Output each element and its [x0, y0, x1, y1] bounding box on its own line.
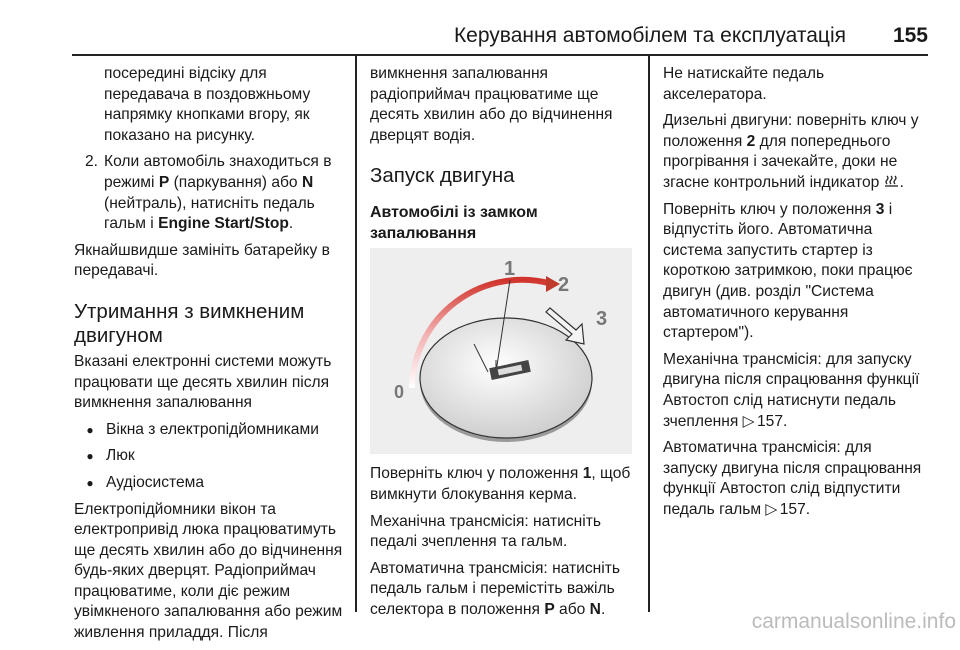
diesel-preheat-note: Дизельні двигуни: поверніть ключ у положення 2 для попереднього прогрівання і зачекайте, доки не згасне контрольний індикатор .: [663, 112, 919, 191]
position-label-2: 2: [558, 274, 570, 297]
autostop-manual-note: Механічна трансмісія: для запуску двигуна після спрацювання функції Автостоп слід натиснути педаль зчеплення ▷ 157.: [663, 350, 929, 432]
autostop-automatic-note: Автоматична трансмісія: для запуску двигуна після спрацювання функції Автостоп слід відпустити педаль гальм ▷ 157.: [663, 438, 929, 520]
continued-text: вимкнення запалювання радіоприймач працюватиме ще десять хвилин або до відчинення дверцят водія.: [370, 65, 613, 144]
position-label-3: 3: [596, 308, 608, 331]
battery-paragraph: Якнайшвидше замініть батарейку в передавачі.: [74, 241, 330, 280]
manual-transmission-note: Механічна трансмісія: натисніть педалі зчеплення та гальм.: [370, 512, 601, 551]
automatic-transmission-note: Автоматична трансмісія: натисніть педаль гальм і перемістіть важіль селектора в положення P або N.: [370, 559, 621, 618]
ignition-cylinder: [420, 318, 592, 438]
ignition-switch-figure: [370, 248, 632, 454]
page-reference-arrow-icon[interactable]: ▷: [765, 500, 778, 518]
page-reference-arrow-icon[interactable]: ▷: [742, 412, 755, 430]
step-number: 2.: [84, 153, 98, 171]
bullet-item: ● Аудіосистема: [74, 473, 344, 494]
header-rule: [72, 54, 928, 56]
section-heading-engine-start: Запуск двигуна: [370, 164, 515, 188]
column-3: [663, 64, 929, 526]
page-number: 155: [892, 24, 928, 47]
bullet-item: ● Люк: [74, 446, 344, 467]
page-header: [72, 24, 928, 56]
step-2-text: Коли автомобіль знаходиться в режимі P (паркування) або N (нейтраль), натисніть педаль гальм і Engine Start/Stop.: [104, 153, 332, 233]
glow-plug-indicator-icon: [884, 174, 900, 188]
column-1: [74, 64, 344, 650]
position-label-0: 0: [394, 382, 405, 403]
bullet-item: ● Вікна з електропідйомниками: [74, 420, 344, 441]
continued-text: посередині відсіку для передавача в поздовжньому напрямку кнопками вгору, як показано на рисунку.: [104, 65, 311, 144]
bullet-dot-icon: ●: [86, 449, 94, 464]
step-turn-key-1: Поверніть ключ у положення 1, щоб вимкнути блокування керма.: [370, 465, 631, 503]
section-heading-retained-power: Утримання з вимкненим двигуном: [74, 299, 305, 347]
body-paragraph: Електропідйомники вікон та електропривід люка працюватимуть ще десять хвилин або до відчинення будь-яких дверцят. Радіоприймач працюватиме, коли діє режим увімкненого запалювання або режим живлення приладдя. Після: [74, 500, 343, 642]
step-2: [74, 152, 344, 234]
no-accelerator-note: Не натискайте педаль акселератора.: [663, 65, 825, 103]
bullet-dot-icon: ●: [86, 475, 94, 490]
page-header-title: Керування автомобілем та експлуатація: [453, 24, 846, 47]
bullet-dot-icon: ●: [86, 422, 94, 437]
subheading-ignition-lock: Автомобілі із замком запалювання: [370, 204, 538, 243]
intro-paragraph: Вказані електронні системи можуть працювати ще десять хвилин після вимкнення запалювання: [74, 352, 332, 412]
column-2: [370, 64, 634, 627]
column-divider-2: [648, 56, 650, 612]
position-label-1: 1: [504, 258, 516, 281]
start-engine-note: Поверніть ключ у положення 3 і відпустіть його. Автоматична система запустить стартер із короткою затримкою, поки працює двигун (див. розділ "Система автоматичного керування стартером").: [663, 200, 913, 342]
column-divider-1: [355, 56, 357, 612]
watermark: carmanualsonline.info: [751, 610, 956, 633]
